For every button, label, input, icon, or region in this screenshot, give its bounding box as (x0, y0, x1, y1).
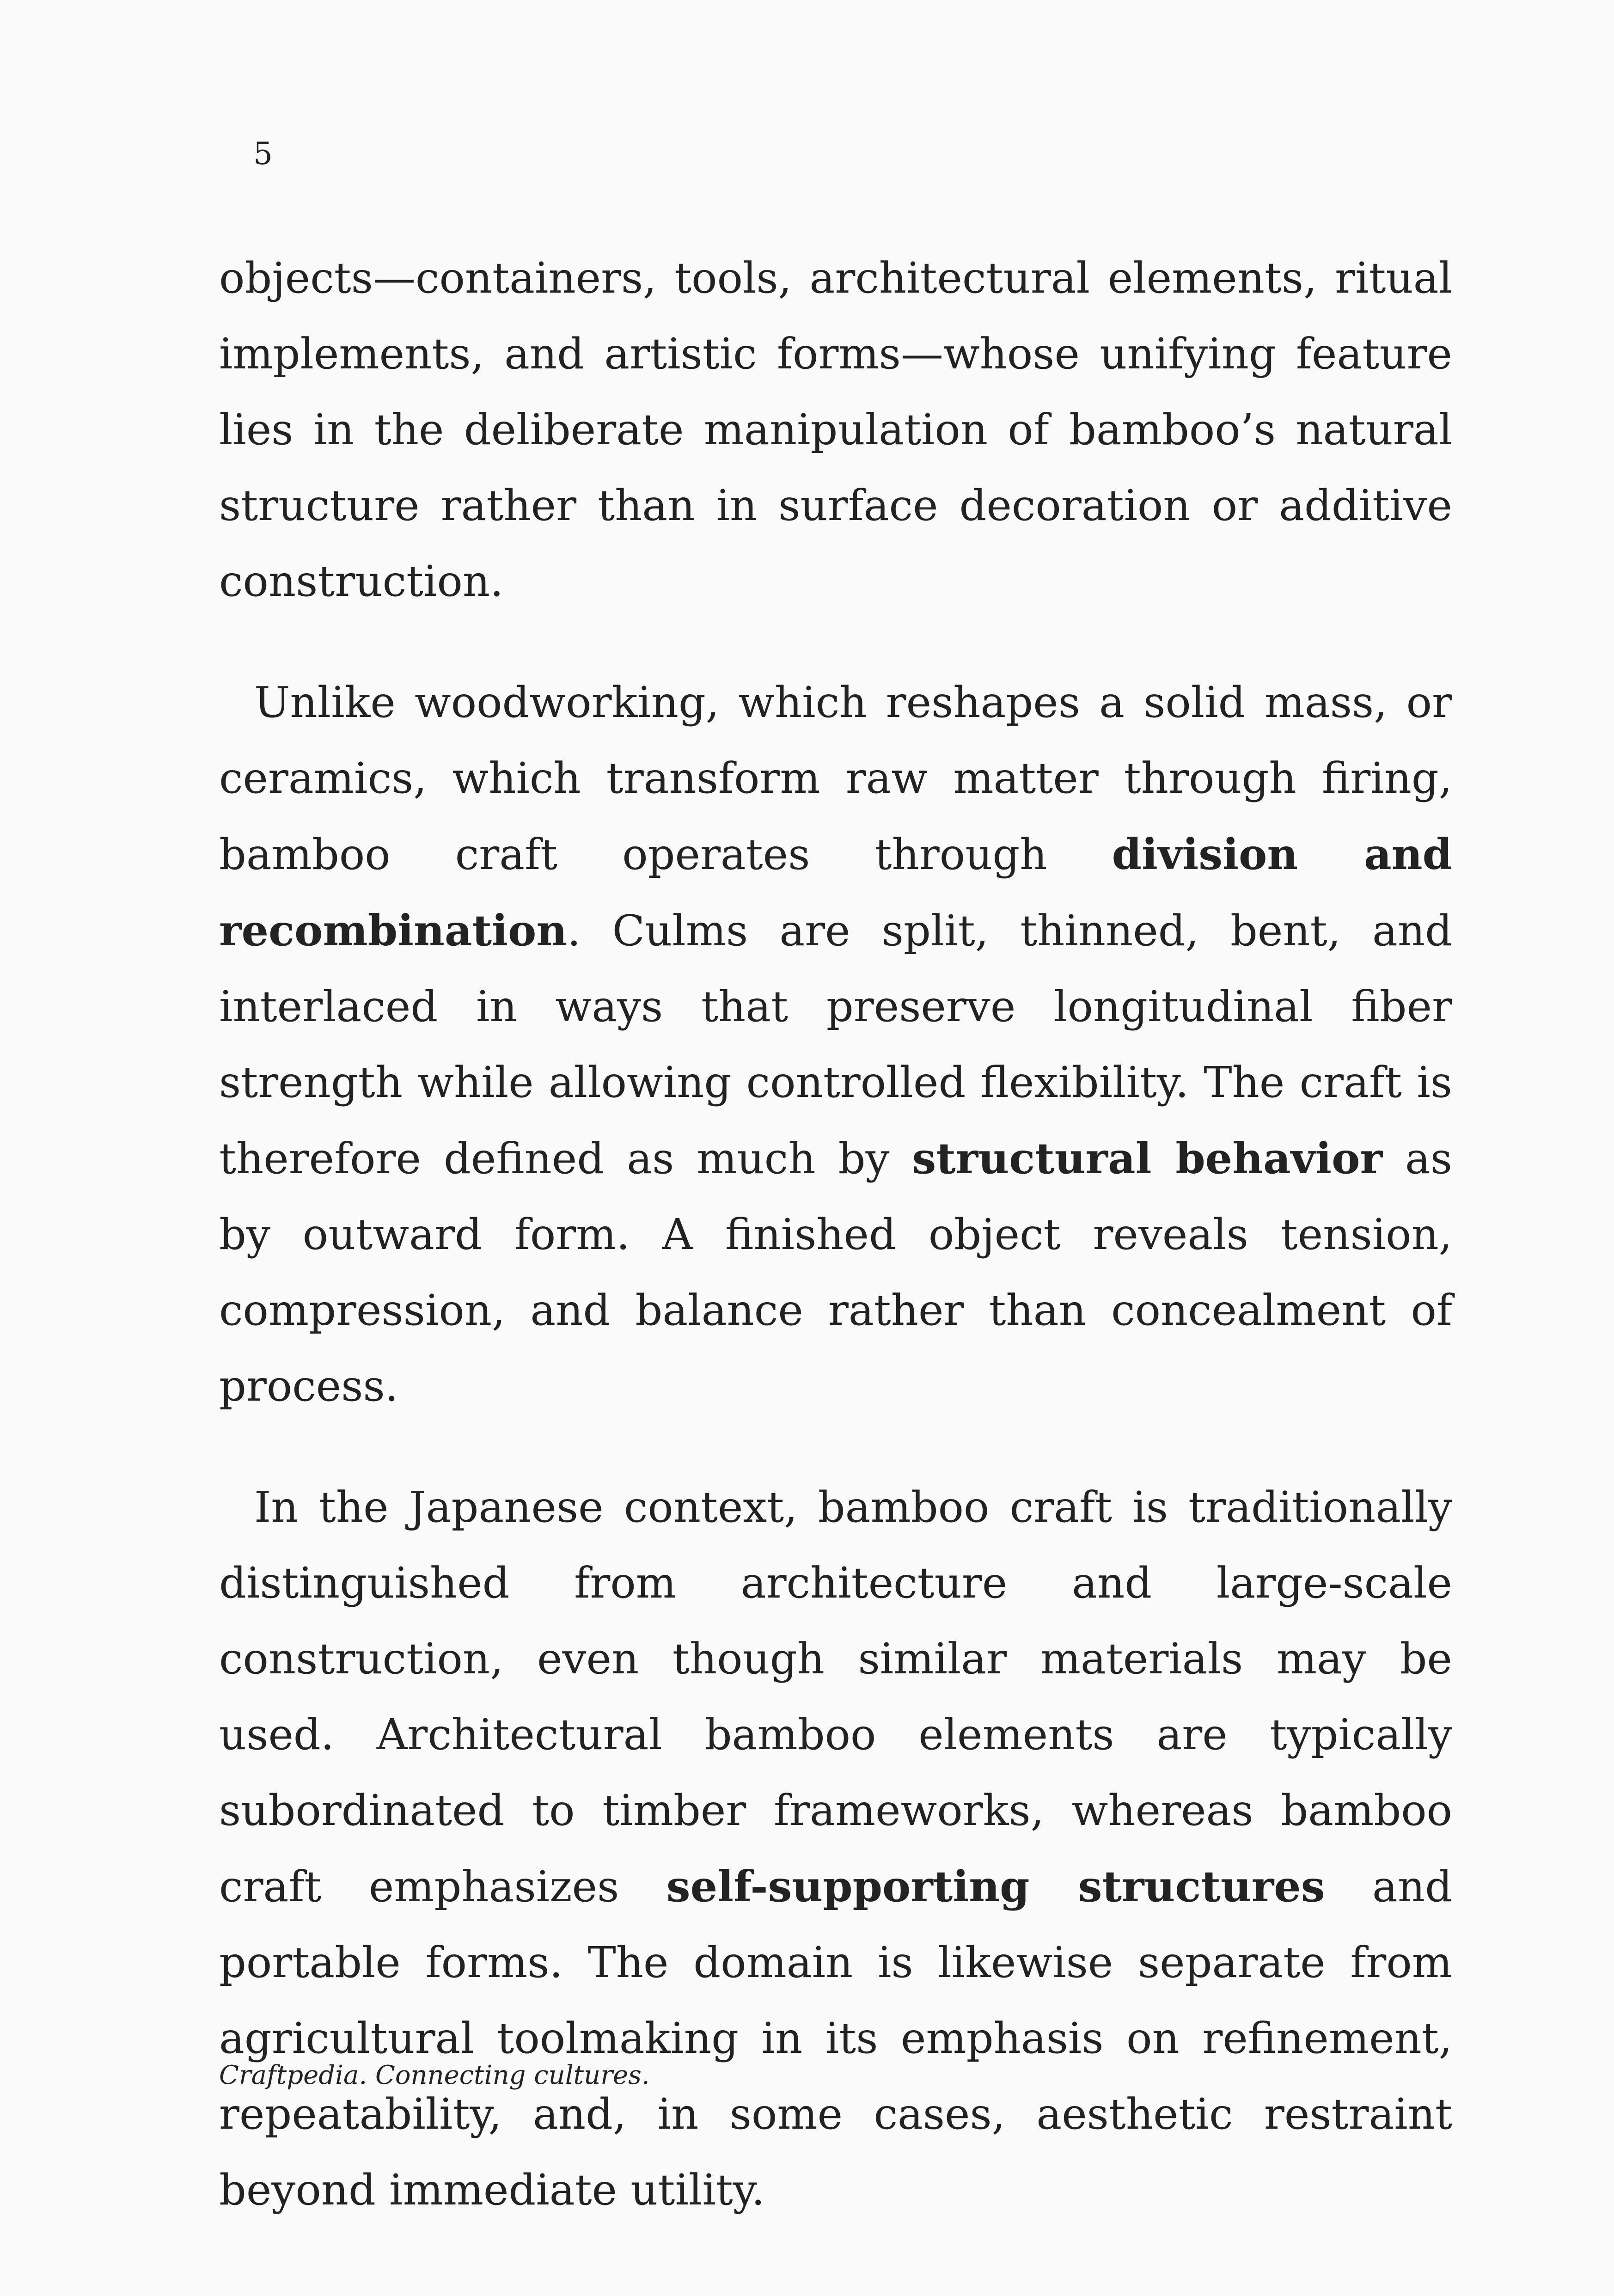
footer-tagline: Craftpedia. Connecting cultures. (219, 2060, 650, 2090)
paragraph-2 (219, 665, 1452, 1424)
paragraph-3 (219, 1469, 1452, 2228)
page-number: 5 (253, 136, 273, 171)
paragraph-3-text-a: In the Japanese context, bamboo craft is traditionally distinguished from architecture and large-scale construction, even though similar materials may be used. Architectural bamboo elements are typically subordinated to timber frameworks, whereas bamboo craft emphasizes (219, 1482, 1452, 1911)
emphasis-self-supporting-structures: self-supporting structures (666, 1861, 1325, 1911)
paragraph-2-text-c: as by outward form. A finished object reveals tension, compression, and balance rather than concealment of process. (219, 1134, 1453, 1411)
paragraph-2-text-b: . Culms are split, thinned, bent, and interlaced in ways that preserve longitudinal fiber strength while allowing controlled flexibility. The craft is therefore defined as much by (219, 906, 1452, 1183)
paragraph-2-text-a: Unlike woodworking, which reshapes a solid mass, or ceramics, which transform raw matter through firing, bamboo craft operates through (219, 678, 1452, 879)
emphasis-division-and-recombination: division and recombination (219, 829, 1453, 955)
emphasis-structural-behavior: structural behavior (912, 1133, 1382, 1183)
paragraph-1-text: objects—containers, tools, architectural elements, ritual implements, and artistic forms—whose unifying feature lies in the deliberate manipulation of bamboo’s natural structure rather than in surface decoration or additive construction. (219, 253, 1452, 606)
body-text (219, 240, 1452, 2273)
paragraph-1 (219, 240, 1452, 619)
paragraph-3-text-b: and portable forms. The domain is likewise separate from agricultural toolmaking in its emphasis on refinement, repeatability, and, in some cases, aesthetic restraint beyond immediate utility. (219, 1862, 1452, 2215)
